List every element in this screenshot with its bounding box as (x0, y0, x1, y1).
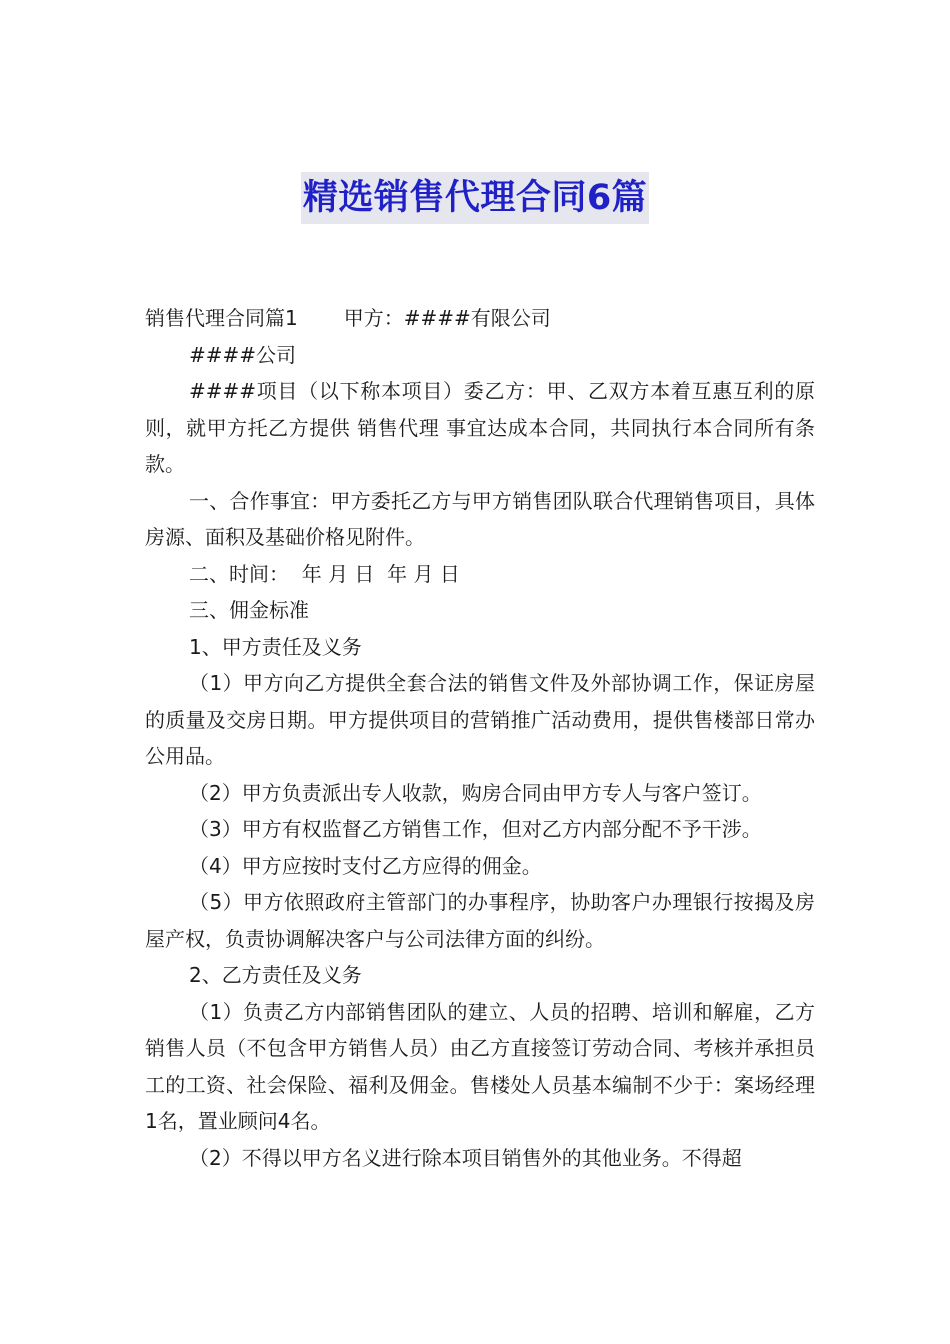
paragraph: 2、乙方责任及义务 (189, 963, 362, 987)
document-body (145, 300, 815, 1176)
title-container (0, 172, 950, 224)
paragraph: 一、合作事宜：甲方委托乙方与甲方销售团队联合代理销售项目，具体房源、面积及基础价格见附件。 (145, 488, 815, 549)
paragraph: 二、时间： 年 月 日 年 月 日 (189, 561, 460, 586)
paragraph: （2）不得以甲方名义进行除本项目销售外的其他业务。不得超 (189, 1145, 742, 1170)
document-title: 精选销售代理合同6篇 (301, 172, 649, 224)
paragraph: 三、佣金标准 (189, 598, 309, 622)
paragraph: ####项目（以下称本项目）委乙方：甲、乙双方本着互惠互利的原则，就甲方托乙方提供 销售代理 事宜达成本合同，共同执行本合同所有条款。 (145, 379, 815, 476)
paragraph: ####公司 (189, 342, 297, 367)
paragraph: （4）甲方应按时支付乙方应得的佣金。 (189, 853, 542, 878)
paragraph: 1、甲方责任及义务 (189, 634, 362, 659)
paragraph: （3）甲方有权监督乙方销售工作，但对乙方内部分配不予干涉。 (189, 817, 762, 841)
paragraph: （1）负责乙方内部销售团队的建立、人员的招聘、培训和解雇，乙方销售人员（不包含甲方销售人员）由乙方直接签订劳动合同、考核并承担员工的工资、社会保险、福利及佣金。售楼处人员基本编制不少于：案场经理1名，置业顾问4名。 (145, 999, 815, 1133)
paragraph: （2）甲方负责派出专人收款，购房合同由甲方专人与客户签订。 (189, 780, 762, 805)
party-a-line: 甲方：####有限公司 (343, 306, 551, 330)
paragraph: （1）甲方向乙方提供全套合法的销售文件及外部协调工作，保证房屋的质量及交房日期。甲方提供项目的营销推广活动费用，提供售楼部日常办公用品。 (145, 671, 815, 768)
contract-heading: 销售代理合同篇1 (145, 306, 298, 330)
first-line (145, 300, 815, 337)
paragraph: （5）甲方依照政府主管部门的办事程序，协助客户办理银行按揭及房屋产权，负责协调解决客户与公司法律方面的纠纷。 (145, 890, 815, 951)
